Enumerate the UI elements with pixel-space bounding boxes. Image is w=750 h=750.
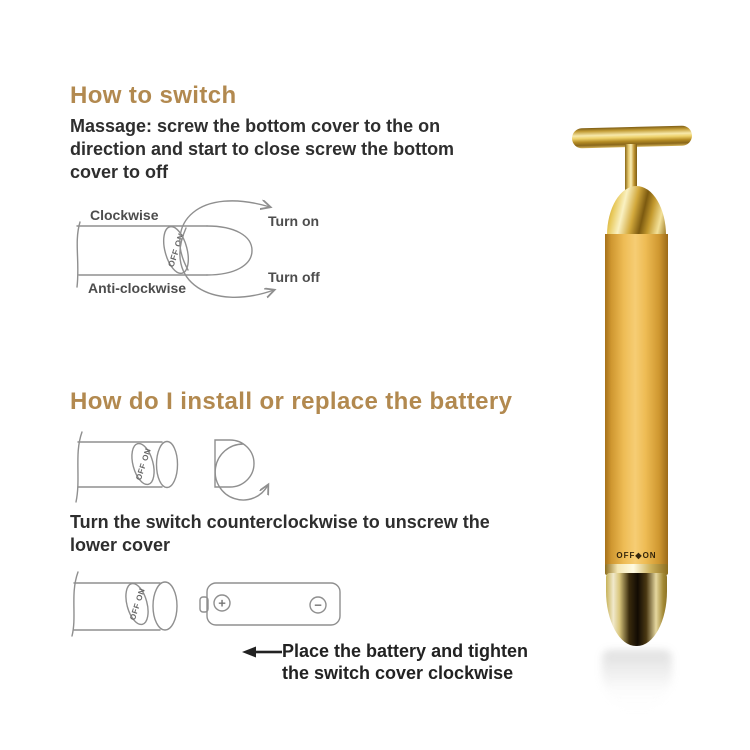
cylinder-end-ellipse (157, 442, 178, 488)
cylinder-break-edge (77, 222, 80, 287)
device-body (605, 234, 668, 566)
switch-instructions-line: direction and start to close screw the bottom (70, 139, 455, 159)
arrow-shaft (254, 651, 282, 654)
clockwise-label: Clockwise (90, 207, 159, 223)
turn-on-label: Turn on (268, 213, 320, 229)
clockwise-arrow (180, 201, 270, 270)
unscrew-instructions-line: lower cover (70, 535, 171, 555)
switch-instructions (70, 115, 454, 184)
caption-line: the switch cover clockwise (282, 662, 514, 683)
battery-positive-sign: + (218, 595, 226, 611)
anticlockwise-arrow (180, 228, 274, 297)
device-bottom-cap (606, 573, 667, 646)
unscrew-rotation-arrow (215, 444, 268, 500)
switch-oval-label: OFF ON (134, 446, 153, 482)
battery-placement-caption (282, 641, 528, 684)
cylinder-end-ellipse (153, 582, 177, 630)
left-arrow-icon (240, 644, 284, 660)
switch-instructions-line: Massage: screw the bottom cover to the on (70, 116, 441, 136)
lower-cover-shape (215, 440, 254, 487)
device-reflection (602, 650, 672, 712)
device-stem (625, 144, 637, 192)
device-head-dome (607, 186, 666, 238)
battery-negative-sign: − (314, 597, 322, 613)
device-switch-print: OFF◆ON (616, 551, 657, 560)
switch-oval-label: OFF ON (165, 231, 187, 269)
anticlockwise-label: Anti-clockwise (88, 280, 187, 296)
switch-instructions-line: cover to off (70, 162, 169, 182)
cylinder-end-cap (207, 226, 252, 275)
unscrew-cover-diagram (60, 426, 290, 516)
unscrew-instructions (70, 511, 490, 557)
arrowhead (242, 647, 256, 658)
heading-install-battery: How do I install or replace the battery (70, 388, 513, 415)
heading-how-to-switch: How to switch (70, 82, 237, 109)
switch-oval-label: OFF ON (128, 586, 147, 622)
turn-off-label: Turn off (268, 269, 320, 285)
switch-direction-diagram (60, 194, 340, 314)
caption-line: Place the battery and tighten (282, 641, 529, 661)
unscrew-instructions-line: Turn the switch counterclockwise to unscrew the (70, 512, 490, 532)
cylinder-break-edge (72, 572, 78, 636)
